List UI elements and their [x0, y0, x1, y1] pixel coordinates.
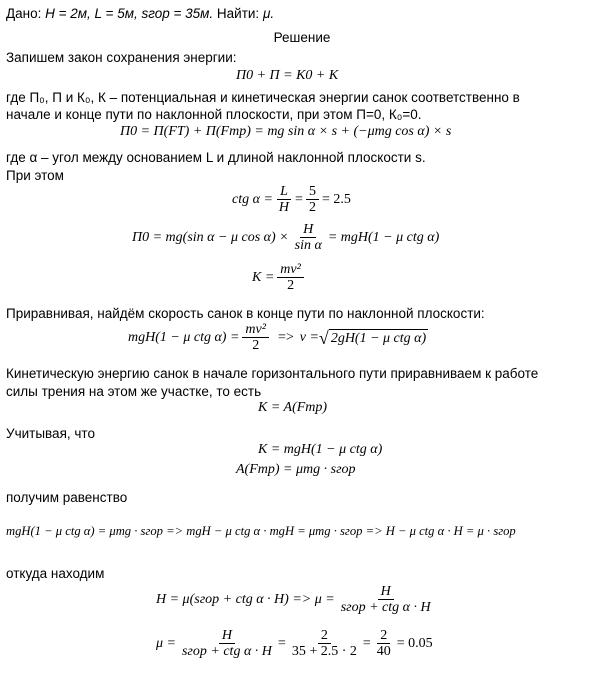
- mu-denominator: sгор + ctg α · H: [340, 600, 431, 615]
- sqrt-body: 2gH(1 − μ ctg α): [330, 330, 427, 346]
- equation-mu-final: [156, 628, 433, 659]
- p0-numerator: H: [300, 222, 316, 238]
- equation-energy-conservation: П0 + П = К0 + К: [236, 68, 339, 83]
- equation-p0: [132, 222, 439, 253]
- paragraph-equality: получим равенство: [6, 490, 128, 505]
- paragraph-at-this: При этом: [6, 168, 64, 183]
- equation-k-equals-work: K = A(Fтр): [258, 400, 328, 415]
- equation-velocity: [128, 322, 428, 353]
- velocity-denominator: 2: [252, 338, 260, 353]
- k-denominator: 2: [287, 278, 295, 293]
- paragraph-energy-law: Запишем закон сохранения энергии:: [6, 50, 237, 65]
- mu-derivation-lhs: H = μ(sгор + ctg α · H) => μ =: [156, 591, 335, 607]
- p0-rhs: = mgH(1 − μ ctg α): [327, 229, 440, 245]
- mu-numerator: H: [378, 584, 394, 600]
- equation-mu-derivation: [156, 584, 437, 615]
- paragraph-angle: где α – угол между основанием L и длиной наклонной плоскости s.: [6, 150, 426, 165]
- k-lhs: K =: [252, 269, 275, 285]
- given-line: [6, 6, 274, 22]
- find-value: μ.: [262, 6, 275, 21]
- paragraph-definitions-2: начале и конце пути по наклонной плоскости, при этом П=0, К₀=0.: [6, 107, 422, 122]
- mu-final-numerator: H: [219, 628, 235, 644]
- ctg-numerator-value: 5: [306, 184, 319, 200]
- mu-final-eq2: =: [362, 635, 371, 651]
- p0-lhs: П0 = mg(sin α − μ cos α) ×: [132, 229, 289, 245]
- equation-potential-work: П0 = П(FT) + П(Fтр) = mg sin α × s + (−μmg cos α) × s: [120, 124, 452, 139]
- mu-final-lhs: μ =: [156, 635, 176, 651]
- fraction-mu-numeric: [289, 628, 360, 659]
- fraction-5-over-2: [306, 184, 319, 215]
- velocity-v: v =: [299, 329, 319, 345]
- paragraph-kinetic-work-1: Кинетическую энергию санок в начале горизонтального пути приравниваем к работе: [6, 366, 539, 381]
- fraction-mu-symbolic: [179, 628, 275, 659]
- equation-ctg: [232, 184, 351, 215]
- mu-final-result: = 0.05: [396, 635, 433, 651]
- ctg-numerator: L: [277, 184, 291, 200]
- p0-denominator: sin α: [294, 238, 322, 253]
- velocity-arrow: =>: [277, 329, 294, 345]
- fraction-mu: [338, 584, 434, 615]
- mu-final-eq1: =: [277, 635, 286, 651]
- k-numerator: mv²: [277, 262, 304, 278]
- ctg-eq: =: [295, 191, 303, 207]
- mu-numeric-numerator: 2: [318, 628, 331, 644]
- fraction-h-over-sin: [292, 222, 325, 253]
- paragraph-kinetic-work-2: силы трения на этом же участке, то есть: [6, 384, 262, 399]
- find-label: Найти:: [216, 6, 260, 21]
- equation-k-value: K = mgH(1 − μ ctg α): [258, 442, 383, 457]
- given-values: H = 2м, L = 5м, sгор = 35м.: [45, 6, 214, 21]
- mu-simplified-denominator: 40: [376, 644, 391, 659]
- ctg-denominator: H: [278, 200, 290, 215]
- ctg-denominator-value: 2: [308, 200, 316, 215]
- velocity-lhs: mgH(1 − μ ctg α) =: [128, 329, 240, 345]
- ctg-result: = 2.5: [321, 191, 351, 207]
- velocity-numerator: mv²: [242, 322, 269, 338]
- paragraph-considering: Учитывая, что: [6, 426, 95, 441]
- equation-kinetic: [252, 262, 307, 293]
- mu-numeric-denominator: 35 + 2.5 · 2: [291, 644, 357, 659]
- ctg-lhs: ctg α =: [232, 191, 273, 207]
- solution-title: Решение: [273, 30, 331, 45]
- paragraph-definitions-1: где П₀, П и К₀, К – потенциальная и кинетическая энергии санок соответственно в: [6, 90, 520, 105]
- fraction-2-over-40: [374, 628, 394, 659]
- sqrt-sign-icon: √: [318, 327, 329, 348]
- given-label: Дано:: [6, 6, 42, 21]
- fraction-l-over-h: [276, 184, 292, 215]
- equation-friction-work: A(Fтр) = μmg · sгор: [236, 462, 356, 477]
- fraction-velocity: [242, 322, 269, 353]
- equation-chain: mgH(1 − μ ctg α) = μmg · sгор => mgH − μ ctg α · mgH = μmg · sгор => H − μ ctg α · H = μ · sгор: [6, 524, 516, 538]
- sqrt-expression: [319, 329, 428, 347]
- paragraph-from-where: откуда находим: [6, 566, 105, 581]
- paragraph-equating: Приравнивая, найдём скорость санок в конце пути по наклонной плоскости:: [6, 306, 485, 321]
- mu-final-denominator: sгор + ctg α · H: [181, 644, 272, 659]
- mu-simplified-numerator: 2: [377, 628, 390, 644]
- fraction-mv2-over-2: [277, 262, 304, 293]
